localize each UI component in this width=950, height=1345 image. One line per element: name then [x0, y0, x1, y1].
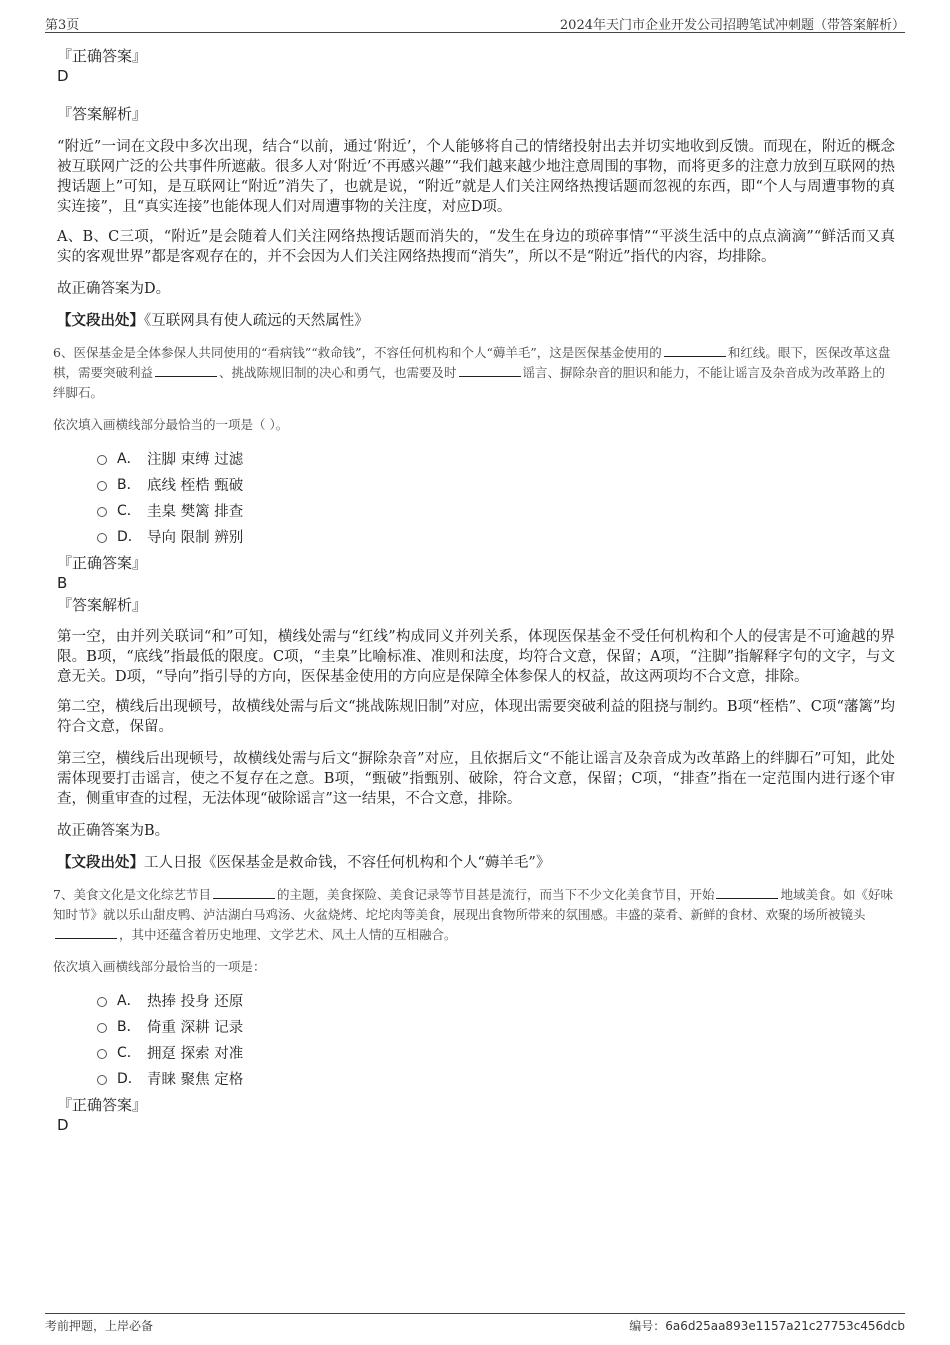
page-footer	[45, 1313, 905, 1334]
q5-analysis-p1: “附近”一词在文段中多次出现，结合“以前，通过‘附近’，个人能够将自己的情绪投射出去并切实地收到反馈。而现在，附近的概念被互联网广泛的公共事件所遮蔽。很多人对‘附近’不再感兴趣”“我们越来越少地注意周围的事物，而将更多的注意力放到互联网的热搜话题上”可知，是互联网让“附近”消失了，也就是说，“附近”就是人们关注网络热搜话题而忽视的东西，即“个人与周遭事物的真实连接”，且“真实连接”也能体现人们对周遭事物的关注度，对应D项。	[57, 139, 895, 215]
q6-blank-1	[664, 343, 726, 357]
q7-option-a[interactable]	[97, 987, 895, 1013]
option-text: 底线 桎梏 甄破	[147, 477, 244, 494]
q7-option-b[interactable]	[97, 1013, 895, 1039]
radio-icon[interactable]	[97, 1075, 107, 1085]
q7-options	[97, 987, 895, 1091]
radio-icon[interactable]	[97, 481, 107, 491]
radio-icon[interactable]	[97, 455, 107, 465]
page-number: 第3页	[45, 18, 80, 33]
q6-prompt: 依次填入画横线部分最恰当的一项是（ ）。	[53, 417, 289, 432]
q6-option-d[interactable]	[97, 523, 895, 549]
q6-stem-part2: 和红线。眼下，医保改革这盘棋，需要突破利益	[53, 345, 891, 380]
option-text: 热捧 投身 还原	[147, 993, 244, 1010]
q7-option-d[interactable]	[97, 1065, 895, 1091]
q6-stem-part4: 谣言、摒除杂音的胆识和能力，不能让谣言及杂音成为改革路上的绊脚石。	[53, 365, 886, 400]
q6-stem-part3: 、挑战陈规旧制的决心和勇气，也需要及时	[219, 365, 457, 380]
source-label: 【文段出处】	[57, 312, 144, 329]
q5-source-title: 《互联网具有使人疏远的天然属性》	[144, 313, 369, 329]
option-text: 注脚 束缚 过滤	[147, 451, 244, 468]
radio-icon[interactable]	[97, 1049, 107, 1059]
option-text: 青睐 聚焦 定格	[147, 1071, 244, 1088]
q6-answer: B	[57, 574, 68, 592]
q6-analysis-p2: 第二空，横线后出现顿号，故横线处需与后文“挑战陈规旧制”对应，体现出需要突破利益的阻挠与制约。B项“桎梏”、C项“藩篱”均符合文意，保留。	[57, 699, 895, 735]
option-letter: A．	[117, 451, 141, 467]
option-letter: B．	[117, 477, 141, 493]
code-label: 编号：	[629, 1319, 666, 1333]
document-title: 2024年天门市企业开发公司招聘笔试冲刺题（带答案解析）	[559, 18, 905, 33]
correct-answer-label: 『正确答案』	[57, 1096, 148, 1114]
q6-source	[57, 853, 895, 873]
option-letter: C．	[117, 503, 141, 519]
source-label: 【文段出处】	[57, 854, 144, 871]
option-text: 倚重 深耕 记录	[147, 1019, 244, 1036]
q6-stem-part1: 6、医保基金是全体参保人共同使用的“看病钱”“救命钱”，不容任何机构和个人“薅羊毛”，这是医保基金使用的	[53, 345, 662, 360]
page-header	[45, 12, 905, 33]
q7-blank-1	[213, 885, 275, 899]
q7-stem-part1: 7、美食文化是文化综艺节目	[53, 887, 211, 902]
q6-stem	[53, 343, 895, 403]
q6-analysis-p1: 第一空，由并列关联词“和”可知，横线处需与“红线”构成同义并列关系，体现医保基金不受任何机构和个人的侵害是不可逾越的界限。B项，“底线”指最低的限度。C项，“圭臬”比喻标准、准则和法度，均符合文意，保留；A项，“注脚”指解释字句的文字，与文意无关。D项，“导向”指引导的方向，医保基金使用的方向应是保障全体参保人的权益，故这两项均不合文意，排除。	[57, 629, 895, 685]
document-code	[629, 1317, 905, 1334]
option-letter: C．	[117, 1045, 141, 1061]
radio-icon[interactable]	[97, 507, 107, 517]
q5-answer: D	[57, 67, 69, 85]
option-letter: B．	[117, 1019, 141, 1035]
q6-option-c[interactable]	[97, 497, 895, 523]
q6-analysis-p3: 第三空，横线后出现顿号，故横线处需与后文“摒除杂音”对应，且依据后文“不能让谣言及杂音成为改革路上的绊脚石”可知，此处需体现要打击谣言，使之不复存在之意。B项，“甄破”指甄别、破除，符合文意，保留；C项，“排查”指在一定范围内进行逐个审查，侧重审查的过程，无法体现“破除谣言”这一结果，不合文意，排除。	[57, 751, 895, 807]
code-value: 6a6d25aa893e1157a21c27753c456dcb	[665, 1319, 905, 1333]
q5-analysis-p3: 故正确答案为D。	[57, 281, 171, 297]
q7-stem	[53, 885, 895, 945]
q6-analysis-p4: 故正确答案为B。	[57, 823, 170, 839]
q7-blank-2	[716, 885, 778, 899]
q5-source	[57, 311, 895, 331]
analysis-label: 『答案解析』	[57, 596, 148, 614]
option-text: 圭臬 樊篱 排查	[147, 503, 244, 520]
q6-blank-3	[459, 363, 521, 377]
q6-option-b[interactable]	[97, 471, 895, 497]
q6-options	[97, 445, 895, 549]
option-letter: D．	[117, 1071, 142, 1087]
option-text: 拥趸 探索 对准	[147, 1045, 244, 1062]
q7-prompt: 依次填入画横线部分最恰当的一项是：	[53, 959, 266, 974]
q7-blank-3	[55, 925, 117, 939]
option-text: 导向 限制 辨别	[147, 529, 244, 546]
radio-icon[interactable]	[97, 533, 107, 543]
q7-stem-part2: 的主题，美食探险、美食记录等节目甚是流行，而当下不少文化美食节目，开始	[276, 887, 715, 902]
analysis-label: 『答案解析』	[57, 105, 148, 123]
document-body	[53, 44, 895, 1135]
q6-option-a[interactable]	[97, 445, 895, 471]
option-letter: D．	[117, 529, 142, 545]
radio-icon[interactable]	[97, 1023, 107, 1033]
q6-source-title: 工人日报《医保基金是救命钱，不容任何机构和个人“薅羊毛”》	[144, 855, 551, 871]
footer-slogan: 考前押题，上岸必备	[45, 1319, 154, 1333]
q7-stem-part4: ，其中还蕴含着历史地理、文学艺术、风土人情的互相融合。	[119, 927, 457, 942]
correct-answer-label: 『正确答案』	[57, 554, 148, 572]
radio-icon[interactable]	[97, 997, 107, 1007]
q7-answer: D	[57, 1116, 69, 1134]
q7-stem-part3: 地域美食。如《好味知时节》就以乐山甜皮鸭、泸沽湖白马鸡汤、火盆烧烤、坨坨肉等美食，展现出食物所带来的氛围感。丰盛的菜肴、新鲜的食材、欢聚的场所被镜头	[53, 887, 893, 922]
option-letter: A．	[117, 993, 141, 1009]
q7-option-c[interactable]	[97, 1039, 895, 1065]
q5-analysis-p2: A、B、C三项，“附近”是会随着人们关注网络热搜话题而消失的，“发生在身边的琐碎事情”“平淡生活中的点点滴滴”“鲜活而又真实的客观世界”都是客观存在的，并不会因为人们关注网络热搜而“消失”，所以不是“附近”指代的内容，均排除。	[57, 229, 895, 265]
correct-answer-label: 『正确答案』	[57, 47, 148, 65]
q6-blank-2	[155, 363, 217, 377]
